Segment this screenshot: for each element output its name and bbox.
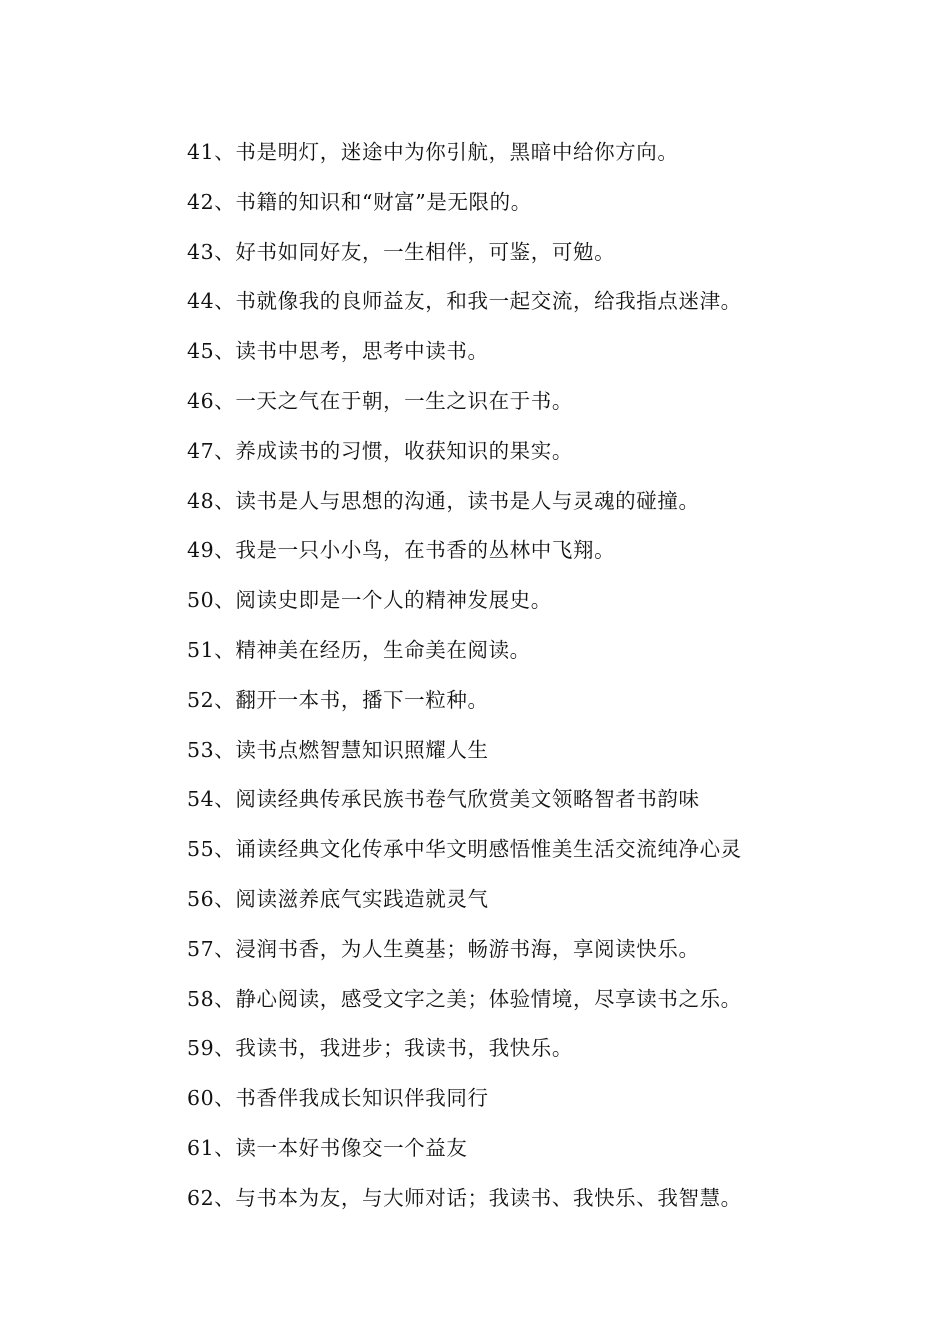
list-item: 49、我是一只小小鸟，在书香的丛林中飞翔。	[187, 538, 616, 563]
slogan-list	[187, 136, 742, 1232]
list-item: 56、阅读滋养底气实践造就灵气	[187, 886, 489, 911]
list-item: 48、读书是人与思想的沟通，读书是人与灵魂的碰撞。	[187, 488, 700, 513]
list-item: 58、静心阅读，感受文字之美；体验情境，尽享读书之乐。	[187, 986, 742, 1011]
list-item: 60、书香伴我成长知识伴我同行	[187, 1086, 489, 1111]
list-item: 50、阅读史即是一个人的精神发展史。	[187, 588, 552, 613]
list-item: 52、翻开一本书，播下一粒种。	[187, 687, 489, 712]
list-item: 44、书就像我的良师益友，和我一起交流，给我指点迷津。	[187, 289, 742, 314]
list-item: 61、读一本好书像交一个益友	[187, 1135, 468, 1160]
list-item: 46、一天之气在于朝，一生之识在于书。	[187, 388, 573, 413]
list-item: 42、书籍的知识和“财富”是无限的。	[187, 189, 532, 214]
list-item: 41、书是明灯，迷途中为你引航，黑暗中给你方向。	[187, 140, 679, 164]
list-item: 43、好书如同好友，一生相伴，可鉴，可勉。	[187, 239, 616, 264]
list-item: 54、阅读经典传承民族书卷气欣赏美文领略智者书韵味	[187, 787, 700, 812]
list-item: 59、我读书，我进步；我读书，我快乐。	[187, 1036, 573, 1061]
list-item: 53、读书点燃智慧知识照耀人生	[187, 737, 489, 762]
list-item: 51、精神美在经历，生命美在阅读。	[187, 637, 531, 662]
list-item: 55、诵读经典文化传承中华文明感悟惟美生活交流纯净心灵	[187, 837, 742, 862]
list-item: 45、读书中思考，思考中读书。	[187, 339, 489, 364]
list-item: 62、与书本为友，与大师对话；我读书、我快乐、我智慧。	[187, 1185, 742, 1210]
list-item: 47、养成读书的习惯，收获知识的果实。	[187, 438, 573, 463]
list-item: 57、浸润书香，为人生奠基；畅游书海，享阅读快乐。	[187, 936, 700, 961]
